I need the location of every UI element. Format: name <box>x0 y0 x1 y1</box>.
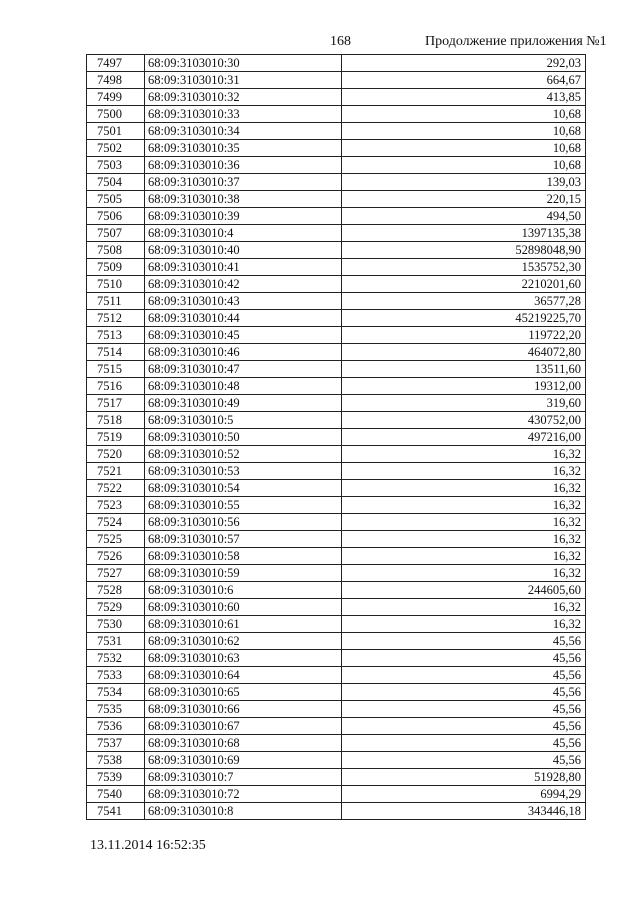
cadastral-number: 68:09:3103010:44 <box>145 310 342 327</box>
cadastral-number: 68:09:3103010:56 <box>145 514 342 531</box>
row-number: 7505 <box>87 191 145 208</box>
row-number: 7511 <box>87 293 145 310</box>
table-row <box>87 89 586 106</box>
row-number: 7535 <box>87 701 145 718</box>
cadastral-number: 68:09:3103010:30 <box>145 55 342 72</box>
row-number: 7504 <box>87 174 145 191</box>
table-row <box>87 446 586 463</box>
cadastral-number: 68:09:3103010:62 <box>145 633 342 650</box>
cadastral-value: 16,32 <box>342 497 586 514</box>
table-row <box>87 344 586 361</box>
table-row <box>87 565 586 582</box>
cadastral-value: 16,32 <box>342 616 586 633</box>
row-number: 7499 <box>87 89 145 106</box>
row-number: 7523 <box>87 497 145 514</box>
cadastral-value: 19312,00 <box>342 378 586 395</box>
row-number: 7506 <box>87 208 145 225</box>
row-number: 7539 <box>87 769 145 786</box>
cadastral-value: 16,32 <box>342 446 586 463</box>
table-row <box>87 310 586 327</box>
footer-timestamp: 13.11.2014 16:52:35 <box>90 838 206 853</box>
row-number: 7530 <box>87 616 145 633</box>
table-row <box>87 582 586 599</box>
cadastral-number: 68:09:3103010:36 <box>145 157 342 174</box>
cadastral-number: 68:09:3103010:72 <box>145 786 342 803</box>
cadastral-value: 244605,60 <box>342 582 586 599</box>
cadastral-value: 45,56 <box>342 684 586 701</box>
row-number: 7536 <box>87 718 145 735</box>
row-number: 7503 <box>87 157 145 174</box>
table-row <box>87 55 586 72</box>
cadastral-number: 68:09:3103010:64 <box>145 667 342 684</box>
cadastral-number: 68:09:3103010:42 <box>145 276 342 293</box>
table-row <box>87 616 586 633</box>
row-number: 7514 <box>87 344 145 361</box>
cadastral-number: 68:09:3103010:50 <box>145 429 342 446</box>
table-row <box>87 174 586 191</box>
row-number: 7508 <box>87 242 145 259</box>
table-row <box>87 361 586 378</box>
table-row <box>87 650 586 667</box>
table-row <box>87 123 586 140</box>
table-row <box>87 718 586 735</box>
table-row <box>87 106 586 123</box>
row-number: 7517 <box>87 395 145 412</box>
table-row <box>87 412 586 429</box>
cadastral-value: 139,03 <box>342 174 586 191</box>
table-row <box>87 293 586 310</box>
cadastral-number: 68:09:3103010:40 <box>145 242 342 259</box>
cadastral-value: 51928,80 <box>342 769 586 786</box>
cadastral-value: 45,56 <box>342 650 586 667</box>
row-number: 7529 <box>87 599 145 616</box>
row-number: 7534 <box>87 684 145 701</box>
row-number: 7500 <box>87 106 145 123</box>
cadastral-number: 68:09:3103010:63 <box>145 650 342 667</box>
cadastral-number: 68:09:3103010:45 <box>145 327 342 344</box>
cadastral-number: 68:09:3103010:55 <box>145 497 342 514</box>
cadastral-value: 494,50 <box>342 208 586 225</box>
table-row <box>87 395 586 412</box>
cadastral-number: 68:09:3103010:33 <box>145 106 342 123</box>
cadastral-number: 68:09:3103010:69 <box>145 752 342 769</box>
row-number: 7521 <box>87 463 145 480</box>
cadastral-number: 68:09:3103010:37 <box>145 174 342 191</box>
table-row <box>87 599 586 616</box>
row-number: 7522 <box>87 480 145 497</box>
cadastral-value: 10,68 <box>342 106 586 123</box>
cadastral-value: 1397135,38 <box>342 225 586 242</box>
table-row <box>87 752 586 769</box>
cadastral-value: 16,32 <box>342 565 586 582</box>
cadastral-value: 45,56 <box>342 633 586 650</box>
table-row <box>87 259 586 276</box>
table-row <box>87 684 586 701</box>
cadastral-number: 68:09:3103010:4 <box>145 225 342 242</box>
appendix-title: Продолжение приложения №1 <box>425 34 607 49</box>
row-number: 7533 <box>87 667 145 684</box>
cadastral-value: 1535752,30 <box>342 259 586 276</box>
cadastral-value: 16,32 <box>342 514 586 531</box>
table-row <box>87 378 586 395</box>
cadastral-number: 68:09:3103010:39 <box>145 208 342 225</box>
cadastral-value: 464072,80 <box>342 344 586 361</box>
cadastral-value: 16,32 <box>342 599 586 616</box>
row-number: 7512 <box>87 310 145 327</box>
row-number: 7532 <box>87 650 145 667</box>
table-body <box>87 55 586 820</box>
cadastral-number: 68:09:3103010:6 <box>145 582 342 599</box>
cadastral-value: 45,56 <box>342 735 586 752</box>
cadastral-value: 10,68 <box>342 157 586 174</box>
cadastral-value: 292,03 <box>342 55 586 72</box>
table-row <box>87 531 586 548</box>
cadastral-value: 45,56 <box>342 667 586 684</box>
cadastral-number: 68:09:3103010:59 <box>145 565 342 582</box>
table-row <box>87 803 586 820</box>
row-number: 7537 <box>87 735 145 752</box>
cadastral-number: 68:09:3103010:34 <box>145 123 342 140</box>
table-row <box>87 480 586 497</box>
cadastral-value: 413,85 <box>342 89 586 106</box>
cadastral-value: 343446,18 <box>342 803 586 820</box>
table-row <box>87 769 586 786</box>
table-row <box>87 735 586 752</box>
cadastral-value: 497216,00 <box>342 429 586 446</box>
page-number: 168 <box>330 34 351 49</box>
row-number: 7524 <box>87 514 145 531</box>
cadastral-value: 10,68 <box>342 123 586 140</box>
row-number: 7497 <box>87 55 145 72</box>
row-number: 7531 <box>87 633 145 650</box>
cadastral-number: 68:09:3103010:5 <box>145 412 342 429</box>
row-number: 7518 <box>87 412 145 429</box>
cadastral-number: 68:09:3103010:68 <box>145 735 342 752</box>
cadastral-value: 45,56 <box>342 752 586 769</box>
cadastral-number: 68:09:3103010:7 <box>145 769 342 786</box>
cadastral-number: 68:09:3103010:49 <box>145 395 342 412</box>
row-number: 7538 <box>87 752 145 769</box>
cadastral-value: 16,32 <box>342 531 586 548</box>
row-number: 7540 <box>87 786 145 803</box>
row-number: 7520 <box>87 446 145 463</box>
row-number: 7528 <box>87 582 145 599</box>
table-row <box>87 429 586 446</box>
cadastral-value: 6994,29 <box>342 786 586 803</box>
table-row <box>87 225 586 242</box>
cadastral-number: 68:09:3103010:67 <box>145 718 342 735</box>
cadastral-value: 16,32 <box>342 463 586 480</box>
cadastral-number: 68:09:3103010:38 <box>145 191 342 208</box>
cadastral-number: 68:09:3103010:61 <box>145 616 342 633</box>
cadastral-number: 68:09:3103010:46 <box>145 344 342 361</box>
table-row <box>87 548 586 565</box>
row-number: 7525 <box>87 531 145 548</box>
cadastral-number: 68:09:3103010:35 <box>145 140 342 157</box>
cadastral-value: 45,56 <box>342 701 586 718</box>
row-number: 7513 <box>87 327 145 344</box>
table-row <box>87 633 586 650</box>
cadastral-value: 16,32 <box>342 548 586 565</box>
cadastral-number: 68:09:3103010:66 <box>145 701 342 718</box>
cadastral-number: 68:09:3103010:31 <box>145 72 342 89</box>
cadastral-number: 68:09:3103010:48 <box>145 378 342 395</box>
cadastral-value: 119722,20 <box>342 327 586 344</box>
cadastral-value: 220,15 <box>342 191 586 208</box>
cadastral-number: 68:09:3103010:54 <box>145 480 342 497</box>
table-row <box>87 514 586 531</box>
cadastral-number: 68:09:3103010:41 <box>145 259 342 276</box>
cadastral-number: 68:09:3103010:65 <box>145 684 342 701</box>
cadastral-value: 13511,60 <box>342 361 586 378</box>
cadastral-number: 68:09:3103010:53 <box>145 463 342 480</box>
table-row <box>87 208 586 225</box>
row-number: 7502 <box>87 140 145 157</box>
cadastral-number: 68:09:3103010:47 <box>145 361 342 378</box>
table-row <box>87 276 586 293</box>
cadastral-value: 36577,28 <box>342 293 586 310</box>
row-number: 7515 <box>87 361 145 378</box>
cadastral-value: 45,56 <box>342 718 586 735</box>
row-number: 7527 <box>87 565 145 582</box>
cadastral-number: 68:09:3103010:43 <box>145 293 342 310</box>
cadastral-value: 430752,00 <box>342 412 586 429</box>
row-number: 7510 <box>87 276 145 293</box>
table-row <box>87 191 586 208</box>
row-number: 7516 <box>87 378 145 395</box>
row-number: 7541 <box>87 803 145 820</box>
table-row <box>87 157 586 174</box>
row-number: 7498 <box>87 72 145 89</box>
row-number: 7507 <box>87 225 145 242</box>
table-row <box>87 140 586 157</box>
cadastral-value: 16,32 <box>342 480 586 497</box>
cadastral-number: 68:09:3103010:52 <box>145 446 342 463</box>
table-row <box>87 497 586 514</box>
table-row <box>87 327 586 344</box>
cadastral-value-table <box>86 54 586 820</box>
cadastral-value: 52898048,90 <box>342 242 586 259</box>
cadastral-number: 68:09:3103010:58 <box>145 548 342 565</box>
table-row <box>87 786 586 803</box>
row-number: 7526 <box>87 548 145 565</box>
table-row <box>87 701 586 718</box>
cadastral-value: 45219225,70 <box>342 310 586 327</box>
cadastral-number: 68:09:3103010:32 <box>145 89 342 106</box>
table-row <box>87 463 586 480</box>
cadastral-number: 68:09:3103010:8 <box>145 803 342 820</box>
row-number: 7519 <box>87 429 145 446</box>
cadastral-value: 10,68 <box>342 140 586 157</box>
cadastral-number: 68:09:3103010:60 <box>145 599 342 616</box>
table-row <box>87 667 586 684</box>
cadastral-number: 68:09:3103010:57 <box>145 531 342 548</box>
cadastral-value: 319,60 <box>342 395 586 412</box>
table-row <box>87 72 586 89</box>
cadastral-value: 2210201,60 <box>342 276 586 293</box>
table-row <box>87 242 586 259</box>
row-number: 7509 <box>87 259 145 276</box>
cadastral-value: 664,67 <box>342 72 586 89</box>
row-number: 7501 <box>87 123 145 140</box>
